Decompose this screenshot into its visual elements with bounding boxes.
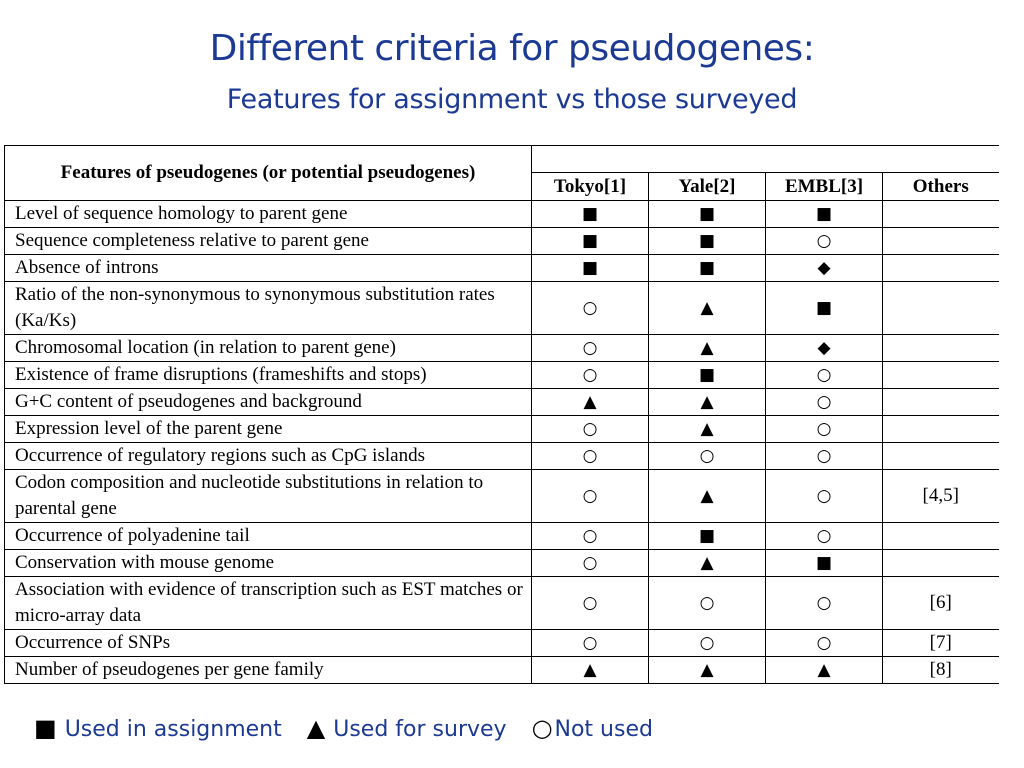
table-row	[5, 577, 999, 630]
yale-cell: ○	[649, 443, 766, 470]
feature-label: Association with evidence of transcription such as EST matches or micro-array data	[5, 577, 532, 630]
embl-cell: ○	[766, 523, 883, 550]
feature-column-header: Features of pseudogenes (or potential pseudogenes)	[5, 146, 532, 201]
embl-cell: ○	[766, 470, 883, 523]
feature-label: Number of pseudogenes per gene family	[5, 657, 532, 684]
feature-label: Conservation with mouse genome	[5, 550, 532, 577]
feature-label: Ratio of the non-synonymous to synonymous substitution rates (Ka/Ks)	[5, 282, 532, 335]
others-cell: [6]	[883, 577, 999, 630]
yale-cell: ▲	[649, 416, 766, 443]
embl-cell: ■	[766, 201, 883, 228]
others-cell	[883, 550, 999, 577]
tokyo-cell: ■	[532, 201, 649, 228]
filled-square-icon: ■	[34, 714, 57, 742]
others-cell	[883, 443, 999, 470]
column-header-others: Others	[883, 173, 999, 201]
tokyo-cell: ○	[532, 550, 649, 577]
embl-cell: ○	[766, 577, 883, 630]
others-cell: [4,5]	[883, 470, 999, 523]
yale-cell: ▲	[649, 657, 766, 684]
column-header-tokyo: Tokyo[1]	[532, 173, 649, 201]
yale-cell: ○	[649, 630, 766, 657]
slide-title: Different criteria for pseudogenes:	[209, 28, 815, 69]
yale-cell: ■	[649, 201, 766, 228]
yale-cell: ■	[649, 523, 766, 550]
table-row	[5, 416, 999, 443]
others-cell	[883, 523, 999, 550]
yale-cell: ■	[649, 362, 766, 389]
others-cell	[883, 201, 999, 228]
embl-cell: ■	[766, 550, 883, 577]
yale-cell: ■	[649, 255, 766, 282]
feature-label: Existence of frame disruptions (frameshifts and stops)	[5, 362, 532, 389]
yale-cell: ▲	[649, 282, 766, 335]
yale-cell: ■	[649, 228, 766, 255]
tokyo-cell: ○	[532, 443, 649, 470]
feature-label: Occurrence of polyadenine tail	[5, 523, 532, 550]
embl-cell: ◆	[766, 255, 883, 282]
tokyo-cell: ▲	[532, 389, 649, 416]
table-row	[5, 389, 999, 416]
tokyo-cell: ○	[532, 362, 649, 389]
tokyo-cell: ○	[532, 577, 649, 630]
feature-label: Level of sequence homology to parent gene	[5, 201, 532, 228]
legend	[34, 714, 671, 742]
tokyo-cell: ○	[532, 416, 649, 443]
others-cell	[883, 255, 999, 282]
others-cell	[883, 389, 999, 416]
embl-cell: ○	[766, 228, 883, 255]
legend-label: Used for survey	[333, 717, 507, 742]
feature-label: Sequence completeness relative to parent gene	[5, 228, 532, 255]
embl-cell: ○	[766, 362, 883, 389]
others-cell	[883, 335, 999, 362]
tokyo-cell: ○	[532, 523, 649, 550]
table-row	[5, 657, 999, 684]
embl-cell: ◆	[766, 335, 883, 362]
others-cell: [8]	[883, 657, 999, 684]
table-row	[5, 550, 999, 577]
table-row	[5, 630, 999, 657]
filled-triangle-icon: ▲	[306, 714, 326, 742]
feature-label: Codon composition and nucleotide substitutions in relation to parental gene	[5, 470, 532, 523]
embl-cell: ○	[766, 416, 883, 443]
feature-label: G+C content of pseudogenes and background	[5, 389, 532, 416]
yale-cell: ○	[649, 577, 766, 630]
legend-item-not-used	[532, 714, 653, 742]
yale-cell: ▲	[649, 550, 766, 577]
feature-label: Absence of introns	[5, 255, 532, 282]
table-row	[5, 470, 999, 523]
legend-label: Not used	[554, 717, 653, 742]
header-spacer	[532, 146, 999, 173]
tokyo-cell: ○	[532, 470, 649, 523]
embl-cell: ▲	[766, 657, 883, 684]
table-row	[5, 443, 999, 470]
others-cell: [7]	[883, 630, 999, 657]
column-header-embl: EMBL[3]	[766, 173, 883, 201]
table-row	[5, 201, 999, 228]
table-row	[5, 362, 999, 389]
table-row	[5, 255, 999, 282]
table-body	[5, 201, 999, 684]
others-cell	[883, 416, 999, 443]
feature-label: Occurrence of regulatory regions such as CpG islands	[5, 443, 532, 470]
table-row	[5, 335, 999, 362]
tokyo-cell: ■	[532, 228, 649, 255]
tokyo-cell: ■	[532, 255, 649, 282]
tokyo-cell: ○	[532, 282, 649, 335]
tokyo-cell: ▲	[532, 657, 649, 684]
yale-cell: ▲	[649, 335, 766, 362]
others-cell	[883, 228, 999, 255]
others-cell	[883, 362, 999, 389]
embl-cell: ○	[766, 443, 883, 470]
yale-cell: ▲	[649, 470, 766, 523]
feature-label: Expression level of the parent gene	[5, 416, 532, 443]
feature-label: Occurrence of SNPs	[5, 630, 532, 657]
tokyo-cell: ○	[532, 630, 649, 657]
others-cell	[883, 282, 999, 335]
tokyo-cell: ○	[532, 335, 649, 362]
embl-cell: ○	[766, 630, 883, 657]
open-circle-icon: ○	[531, 714, 553, 742]
column-header-yale: Yale[2]	[649, 173, 766, 201]
criteria-table	[4, 145, 999, 684]
table-row	[5, 282, 999, 335]
table-row	[5, 228, 999, 255]
feature-label: Chromosomal location (in relation to parent gene)	[5, 335, 532, 362]
embl-cell: ■	[766, 282, 883, 335]
slide-subtitle: Features for assignment vs those surveyed	[226, 84, 798, 115]
legend-label: Used in assignment	[64, 717, 282, 742]
embl-cell: ○	[766, 389, 883, 416]
table-row	[5, 523, 999, 550]
legend-item-survey	[307, 714, 507, 742]
legend-item-assignment	[34, 714, 282, 742]
yale-cell: ▲	[649, 389, 766, 416]
